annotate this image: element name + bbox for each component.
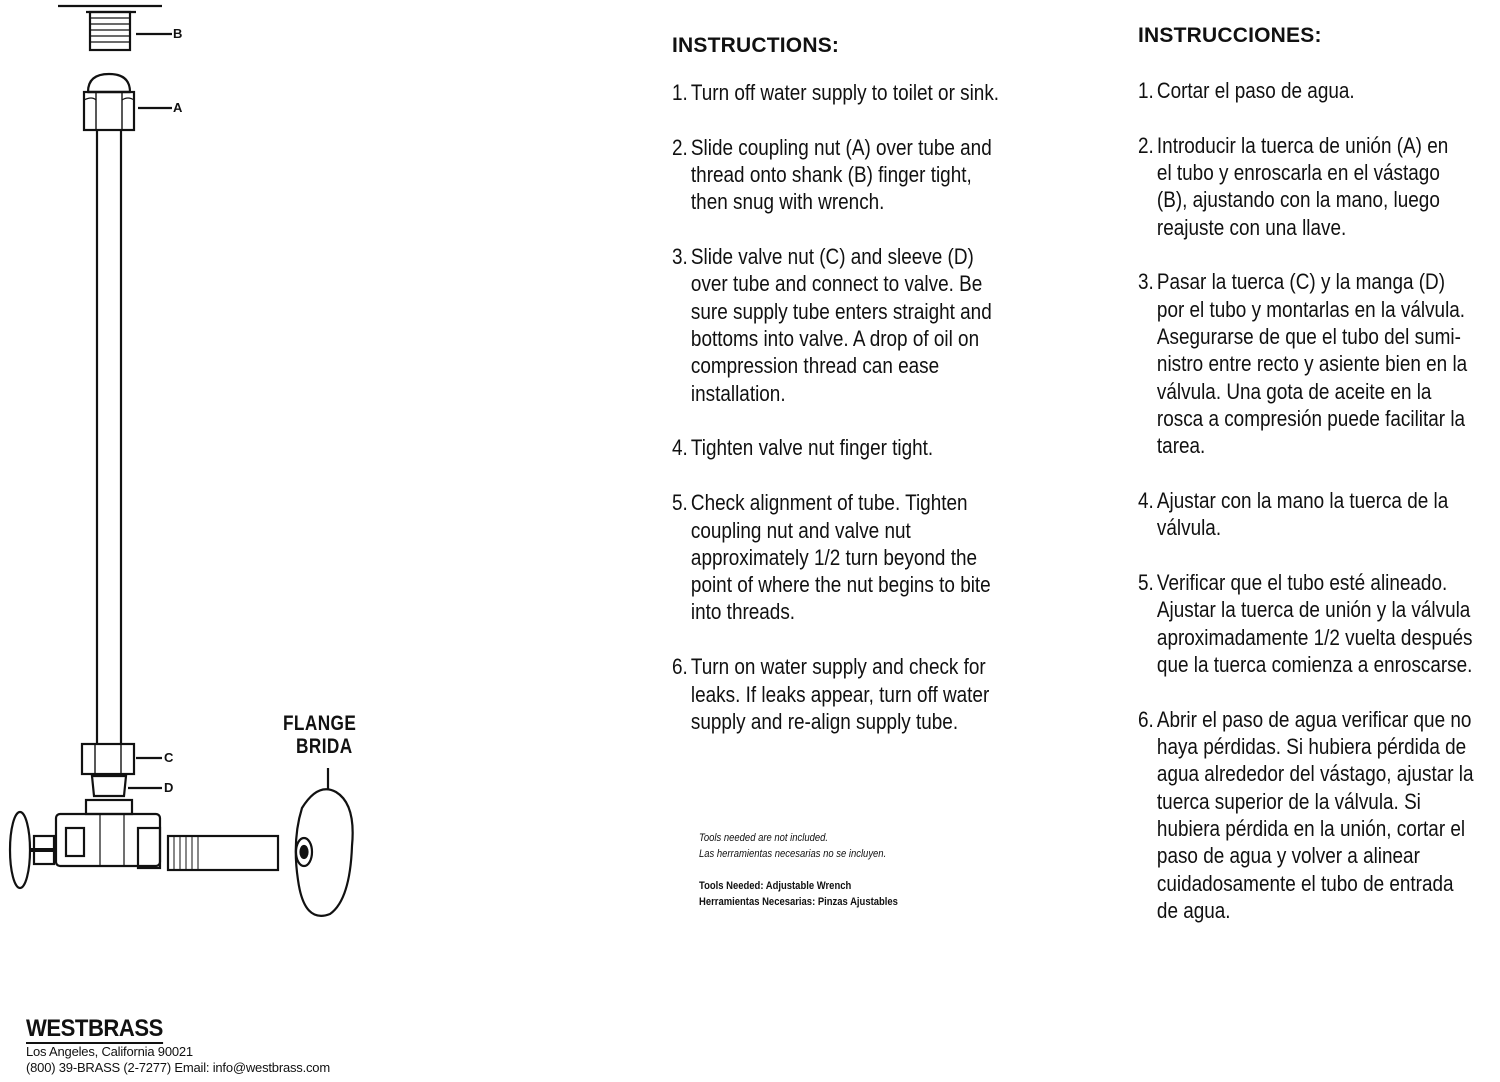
step-line: hubiera pérdida en la unión, cortar el bbox=[1156, 816, 1466, 842]
installation-diagram bbox=[0, 0, 420, 960]
step-number: 5. bbox=[1138, 570, 1154, 596]
step-number: 4. bbox=[672, 435, 688, 461]
spanish-steps bbox=[1138, 77, 1499, 924]
instruction-step bbox=[672, 79, 1033, 106]
english-instructions bbox=[672, 34, 1092, 735]
tools-needed-es: Herramientas Necesarias: Pinzas Ajustables bbox=[699, 896, 898, 908]
step-text bbox=[691, 79, 1033, 106]
english-heading: INSTRUCTIONS: bbox=[672, 34, 840, 57]
step-number: 1. bbox=[1138, 78, 1154, 103]
step-line: agua alrededor del vástago, ajustar la bbox=[1156, 761, 1474, 787]
step-number: 4. bbox=[1138, 488, 1154, 514]
step-line: Slide coupling nut (A) over tube and bbox=[690, 134, 992, 160]
tools-needed-en: Tools Needed: Adjustable Wrench bbox=[699, 880, 852, 892]
step-text bbox=[1157, 706, 1499, 924]
step-text bbox=[1157, 487, 1499, 542]
step-line: approximately 1/2 turn beyond the bbox=[690, 544, 978, 570]
step-line: haya pérdidas. Si hubiera pérdida de bbox=[1156, 734, 1467, 760]
step-text bbox=[691, 434, 1033, 461]
step-line: que la tuerca comienza a enroscarse. bbox=[1156, 652, 1473, 678]
company-contact: (800) 39-BRASS (2-7277) Email: info@westbrass.com bbox=[26, 1060, 330, 1075]
sleeve-d bbox=[92, 776, 126, 796]
flange-escutcheon bbox=[296, 789, 353, 916]
tube-head bbox=[88, 74, 130, 92]
coupling-nut-a bbox=[84, 92, 134, 130]
step-line: Turn off water supply to toilet or sink. bbox=[690, 80, 1000, 105]
step-line: paso de agua y volver a alinear bbox=[1156, 843, 1420, 869]
instruction-step bbox=[672, 243, 1033, 407]
flange-label: FLANGE bbox=[283, 712, 357, 735]
step-line: válvula. Una gota de aceite en la bbox=[1156, 378, 1432, 404]
step-number: 6. bbox=[1138, 706, 1154, 732]
step-line: Slide valve nut (C) and sleeve (D) bbox=[690, 244, 974, 270]
tools-not-included-en: Tools needed are not included. bbox=[699, 832, 829, 844]
step-line: Turn on water supply and check for bbox=[690, 654, 986, 680]
spanish-heading: INSTRUCCIONES: bbox=[1138, 24, 1322, 47]
company-address: Los Angeles, California 90021 bbox=[26, 1044, 193, 1059]
step-number: 5. bbox=[672, 490, 688, 516]
instruction-step bbox=[672, 653, 1033, 735]
step-line: Cortar el paso de agua. bbox=[1156, 78, 1355, 103]
supply-tube-diagram bbox=[0, 0, 420, 960]
step-text bbox=[1157, 132, 1499, 241]
step-number: 1. bbox=[672, 80, 688, 105]
step-number: 3. bbox=[672, 244, 688, 270]
instruction-step bbox=[1138, 77, 1499, 104]
step-line: Ajustar la tuerca de unión y la válvula bbox=[1156, 597, 1471, 623]
step-line: installation. bbox=[690, 380, 786, 406]
step-line: tarea. bbox=[1156, 433, 1206, 459]
english-steps bbox=[672, 79, 1033, 735]
step-number: 6. bbox=[672, 654, 688, 680]
shank-b bbox=[90, 12, 130, 50]
step-line: cuidadosamente el tubo de entrada bbox=[1156, 870, 1454, 896]
step-number: 3. bbox=[1138, 269, 1154, 295]
instruction-step bbox=[672, 434, 1033, 461]
step-line: Asegurarse de que el tubo del sumi- bbox=[1156, 324, 1461, 350]
tools-note bbox=[699, 830, 917, 862]
step-text bbox=[1157, 77, 1499, 104]
angle-valve bbox=[10, 812, 160, 888]
step-text bbox=[1157, 268, 1499, 459]
step-line: Verificar que el tubo esté alineado. bbox=[1156, 570, 1448, 596]
step-line: Tighten valve nut finger tight. bbox=[690, 435, 934, 461]
step-text bbox=[1157, 569, 1499, 678]
brida-label: BRIDA bbox=[296, 735, 353, 758]
step-line: Check alignment of tube. Tighten bbox=[690, 490, 968, 516]
tools-needed bbox=[699, 878, 930, 910]
step-line: Introducir la tuerca de unión (A) en bbox=[1156, 132, 1449, 158]
step-line: over tube and connect to valve. Be bbox=[690, 271, 983, 297]
step-line: reajuste con una llave. bbox=[1156, 214, 1347, 240]
instruction-step bbox=[672, 134, 1033, 216]
step-line: point of where the nut begins to bite bbox=[690, 572, 991, 598]
step-line: válvula. bbox=[1156, 515, 1222, 541]
step-line: Abrir el paso de agua verificar que no bbox=[1156, 706, 1472, 732]
step-text bbox=[691, 243, 1033, 407]
tools-not-included-es: Las herramientas necesarias no se incluyen. bbox=[699, 848, 887, 860]
instruction-step bbox=[1138, 132, 1499, 241]
step-line: nistro entre recto y asiente bien en la bbox=[1156, 351, 1468, 377]
part-label-d: D bbox=[164, 780, 174, 795]
step-line: aproximadamente 1/2 vuelta después bbox=[1156, 624, 1473, 650]
step-line: sure supply tube enters straight and bbox=[690, 298, 992, 324]
step-line: leaks. If leaks appear, turn off water bbox=[690, 681, 990, 707]
brand-logo: WESTBRASS bbox=[26, 1015, 163, 1042]
step-line: el tubo y enroscarla en el vástago bbox=[1156, 160, 1440, 186]
instruction-step bbox=[1138, 268, 1499, 459]
step-line: por el tubo y montarlas en la válvula. bbox=[1156, 296, 1466, 322]
step-line: de agua. bbox=[1156, 897, 1231, 923]
instruction-step bbox=[1138, 487, 1499, 542]
step-line: coupling nut and valve nut bbox=[690, 517, 911, 543]
step-text bbox=[691, 134, 1033, 216]
step-line: then snug with wrench. bbox=[690, 189, 885, 215]
step-line: thread onto shank (B) finger tight, bbox=[690, 162, 972, 188]
footer bbox=[26, 1016, 330, 1076]
step-line: Ajustar con la mano la tuerca de la bbox=[1156, 488, 1449, 514]
part-label-c: C bbox=[164, 750, 174, 765]
step-line: rosca a compresión puede facilitar la bbox=[1156, 405, 1466, 431]
step-line: bottoms into valve. A drop of oil on bbox=[690, 326, 980, 352]
instruction-step bbox=[1138, 706, 1499, 924]
instruction-step bbox=[672, 489, 1033, 625]
step-number: 2. bbox=[672, 134, 688, 160]
instruction-step bbox=[1138, 569, 1499, 678]
step-text bbox=[691, 653, 1033, 735]
step-line: into threads. bbox=[690, 599, 796, 625]
step-line: Pasar la tuerca (C) y la manga (D) bbox=[1156, 269, 1446, 295]
step-line: supply and re-align supply tube. bbox=[690, 708, 959, 734]
step-line: (B), ajustando con la mano, luego bbox=[1156, 187, 1440, 213]
part-label-a: A bbox=[173, 100, 183, 115]
spanish-instructions bbox=[1138, 24, 1500, 924]
step-line: tuerca superior de la válvula. Si bbox=[1156, 788, 1421, 814]
step-text bbox=[691, 489, 1033, 625]
part-label-b: B bbox=[173, 26, 183, 41]
step-number: 2. bbox=[1138, 132, 1154, 158]
step-line: compression thread can ease bbox=[690, 353, 940, 379]
outlet-nipple bbox=[168, 836, 278, 870]
valve-nut-c bbox=[82, 744, 134, 774]
valve-inlet bbox=[86, 800, 132, 814]
